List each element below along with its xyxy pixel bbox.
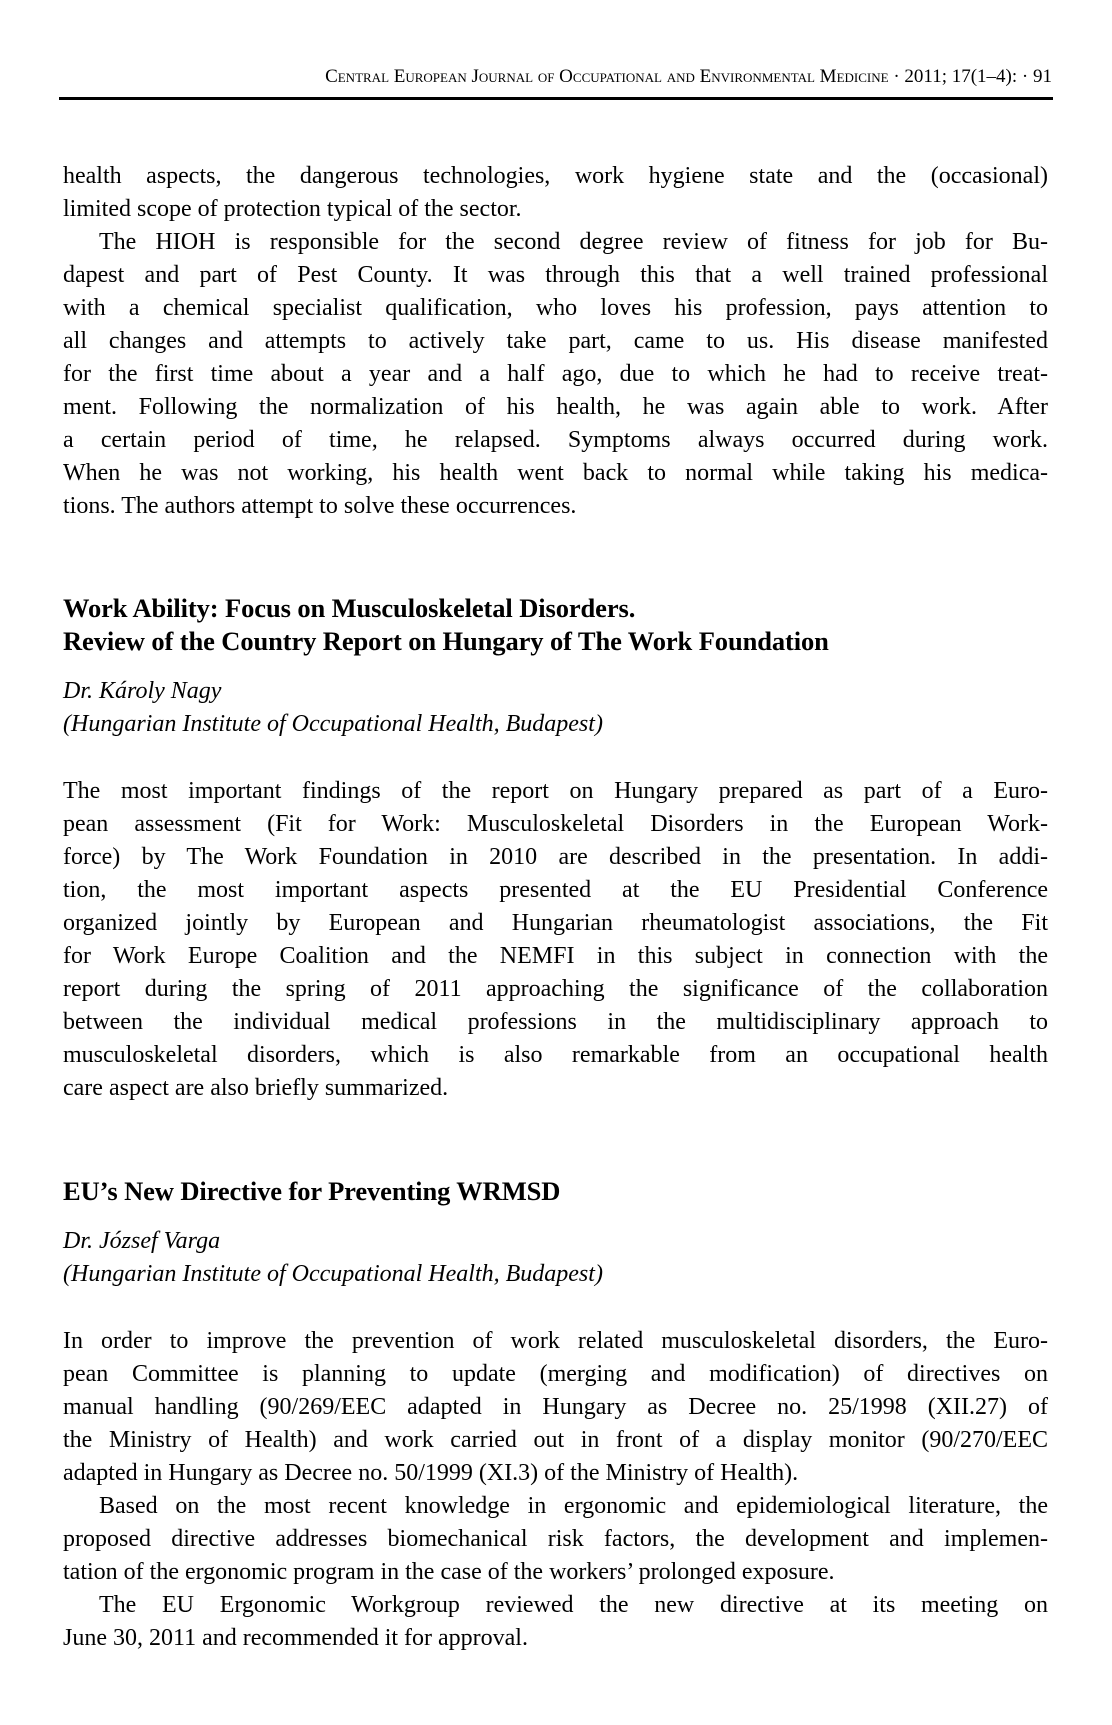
- author-name: Dr. József Varga: [63, 1228, 221, 1254]
- text-line: force) by The Work Foundation in 2010 are described in the presentation. In addi-: [63, 844, 1048, 870]
- text-line: The HIOH is responsible for the second degree review of fitness for job for Bu-: [99, 229, 1048, 255]
- text-line: When he was not working, his health went back to normal while taking his medica-: [63, 460, 1048, 486]
- text-line: ment. Following the normalization of his health, he was again able to work. After: [63, 394, 1048, 420]
- text-line: report during the spring of 2011 approaching the significance of the collaboration: [63, 976, 1048, 1002]
- author-affiliation: (Hungarian Institute of Occupational Health, Budapest): [63, 711, 603, 737]
- text-line: the Ministry of Health) and work carried out in front of a display monitor (90/270/EEC: [63, 1427, 1048, 1453]
- paragraph: [63, 160, 1048, 226]
- text-line: with a chemical specialist qualification, who loves his profession, pays attention to: [63, 295, 1048, 321]
- text-line: between the individual medical professions in the multidisciplinary approach to: [63, 1009, 1048, 1035]
- text-line: care aspect are also briefly summarized.: [63, 1075, 449, 1101]
- text-line: health aspects, the dangerous technologies, work hygiene state and the (occasional): [63, 163, 1048, 189]
- text-line: June 30, 2011 and recommended it for approval.: [63, 1625, 528, 1651]
- abstract-body-work-ability: [63, 775, 1048, 1105]
- text-line: pean Committee is planning to update (merging and modification) of directives on: [63, 1361, 1048, 1387]
- text-line: The EU Ergonomic Workgroup reviewed the new directive at its meeting on: [99, 1592, 1048, 1618]
- text-line: The most important findings of the report on Hungary prepared as part of a Euro-: [63, 778, 1048, 804]
- text-line: tion, the most important aspects presented at the EU Presidential Conference: [63, 877, 1048, 903]
- text-line: proposed directive addresses biomechanical risk factors, the development and implemen-: [63, 1526, 1048, 1552]
- running-head: [59, 64, 1052, 90]
- text-line: all changes and attempts to actively take part, came to us. His disease manifested: [63, 328, 1048, 354]
- continued-abstract: [63, 160, 1048, 523]
- abstract-body-eu-directive: [63, 1325, 1048, 1655]
- text-line: tions. The authors attempt to solve these occurrences.: [63, 493, 577, 519]
- text-line: musculoskeletal disorders, which is also remarkable from an occupational health: [63, 1042, 1048, 1068]
- paragraph: [63, 1589, 1048, 1655]
- text-line: a certain period of time, he relapsed. Symptoms always occurred during work.: [63, 427, 1048, 453]
- text-line: for Work Europe Coalition and the NEMFI in this subject in connection with the: [63, 943, 1048, 969]
- text-line: tation of the ergonomic program in the case of the workers’ prolonged exposure.: [63, 1559, 835, 1585]
- citation: · 2011; 17(1–4): · 91: [893, 66, 1052, 87]
- paragraph: [63, 775, 1048, 1105]
- text-line: adapted in Hungary as Decree no. 50/1999 (XI.3) of the Ministry of Health).: [63, 1460, 799, 1486]
- title-line: Review of the Country Report on Hungary of The Work Foundation: [63, 626, 829, 656]
- author-name: Dr. Károly Nagy: [63, 678, 222, 704]
- text-line: limited scope of protection typical of the sector.: [63, 196, 522, 222]
- text-line: pean assessment (Fit for Work: Musculoskeletal Disorders in the European Work-: [63, 811, 1048, 837]
- section-title: [63, 592, 1048, 658]
- text-line: dapest and part of Pest County. It was through this that a well trained professional: [63, 262, 1048, 288]
- header-rule: [59, 97, 1053, 100]
- text-line: manual handling (90/269/EEC adapted in Hungary as Decree no. 25/1998 (XII.27) of: [63, 1394, 1048, 1420]
- paragraph: [63, 226, 1048, 523]
- title-line: EU’s New Directive for Preventing WRMSD: [63, 1176, 561, 1206]
- text-line: organized jointly by European and Hungarian rheumatologist associations, the Fit: [63, 910, 1048, 936]
- text-line: In order to improve the prevention of work related musculoskeletal disorders, the Euro-: [63, 1328, 1048, 1354]
- author-affiliation: (Hungarian Institute of Occupational Health, Budapest): [63, 1261, 603, 1287]
- journal-title: Central European Journal of Occupational and Environmental Medicine: [325, 66, 889, 87]
- paragraph: [63, 1490, 1048, 1589]
- section-title: [63, 1175, 1048, 1208]
- abstract-section-work-ability: [63, 592, 1048, 741]
- abstract-section-eu-directive: [63, 1175, 1048, 1291]
- text-line: for the first time about a year and a half ago, due to which he had to receive treat-: [63, 361, 1048, 387]
- title-line: Work Ability: Focus on Musculoskeletal Disorders.: [63, 593, 636, 623]
- paragraph: [63, 1325, 1048, 1490]
- text-line: Based on the most recent knowledge in ergonomic and epidemiological literature, the: [99, 1493, 1048, 1519]
